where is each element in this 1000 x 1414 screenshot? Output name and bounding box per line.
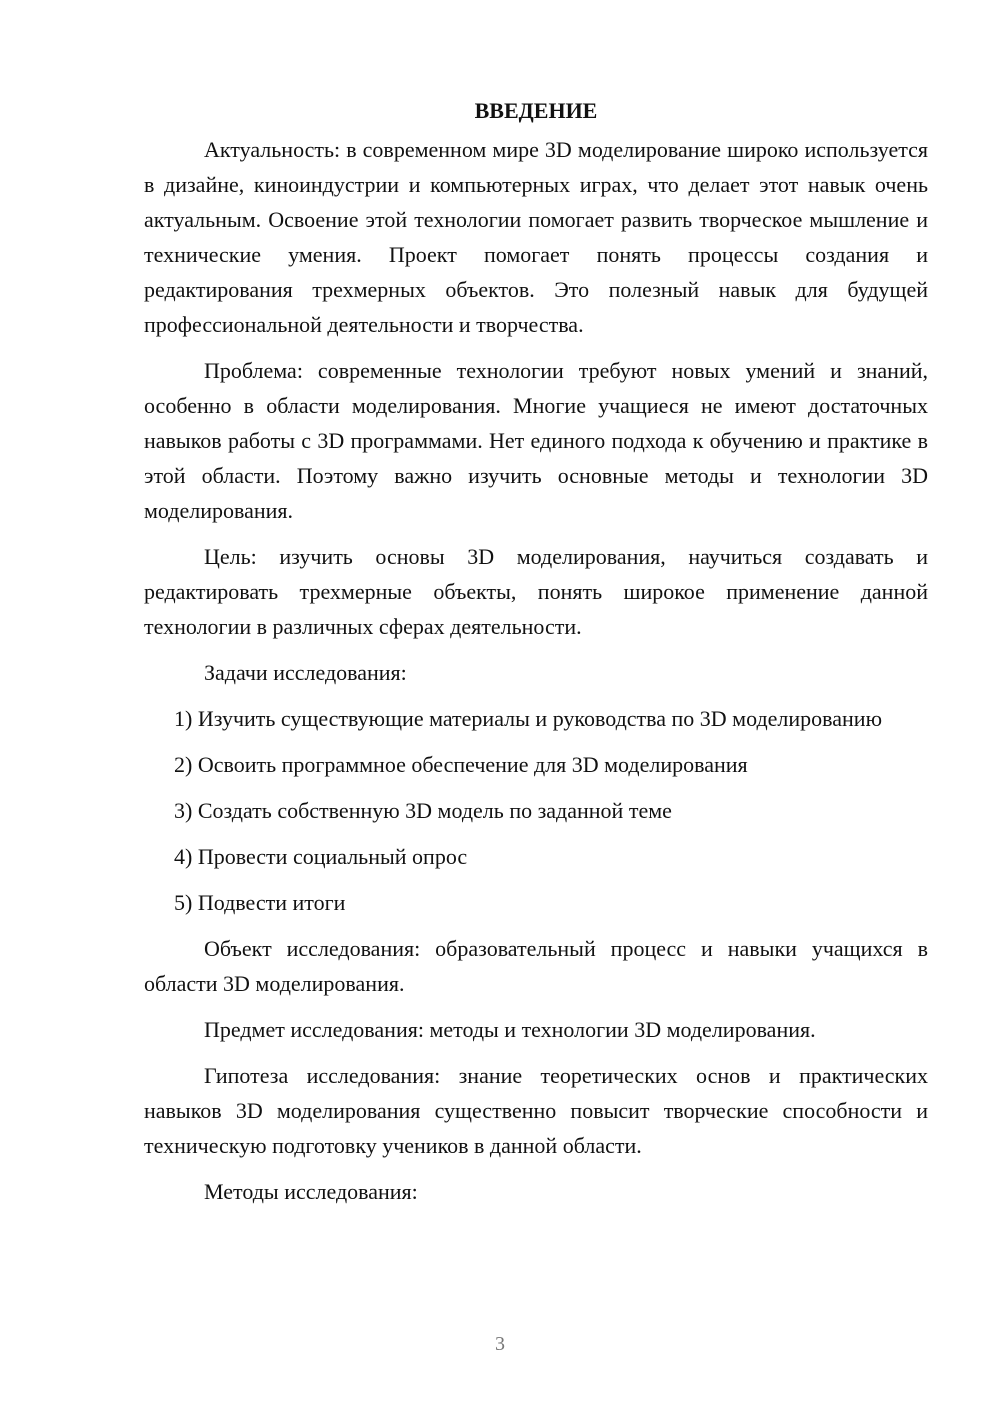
methods-heading: Методы исследования:	[204, 1179, 418, 1204]
task-item: 4) Провести социальный опрос	[174, 844, 468, 869]
subject-paragraph: Предмет исследования: методы и технологии 3D моделирования.	[204, 1017, 816, 1042]
section-title: ВВЕДЕНИЕ	[474, 98, 598, 123]
task-item: 1) Изучить существующие материалы и руководства по 3D моделированию	[174, 706, 883, 731]
problem-paragraph: Проблема: современные технологии требуют новых умений и знаний, особенно в области моделирования. Многие учащиеся не имеют достаточных навыков работы с 3D программами. Нет единого подхода к обучению и практике в этой области. Поэтому важно изучить основные методы и технологии 3D моделирования.	[144, 358, 928, 523]
goal-paragraph: Цель: изучить основы 3D моделирования, научиться создавать и редактировать трехмерные объекты, понять широкое применение данной технологии в различных сферах деятельности.	[144, 544, 928, 639]
object-paragraph: Объект исследования: образовательный процесс и навыки учащихся в области 3D моделирования.	[144, 936, 928, 996]
relevance-paragraph: Актуальность: в современном мире 3D моделирование широко используется в дизайне, киноиндустрии и компьютерных играх, что делает этот навык очень актуальным. Освоение этой технологии помогает развить творческое мышление и технические умения. Проект помогает понять процессы создания и редактирования трехмерных объектов. Это полезный навык для будущей профессиональной деятельности и творчества.	[144, 137, 928, 337]
hypothesis-paragraph: Гипотеза исследования: знание теоретических основ и практических навыков 3D моделирования существенно повысит творческие способности и техническую подготовку учеников в данной области.	[144, 1063, 928, 1158]
task-item: 3) Создать собственную 3D модель по заданной теме	[174, 798, 672, 823]
document-page	[144, 96, 928, 1209]
page-number: 3	[495, 1333, 505, 1355]
tasks-list	[144, 701, 928, 920]
tasks-heading: Задачи исследования:	[204, 660, 407, 685]
task-item: 5) Подвести итоги	[174, 890, 346, 915]
task-item: 2) Освоить программное обеспечение для 3D моделирования	[174, 752, 748, 777]
